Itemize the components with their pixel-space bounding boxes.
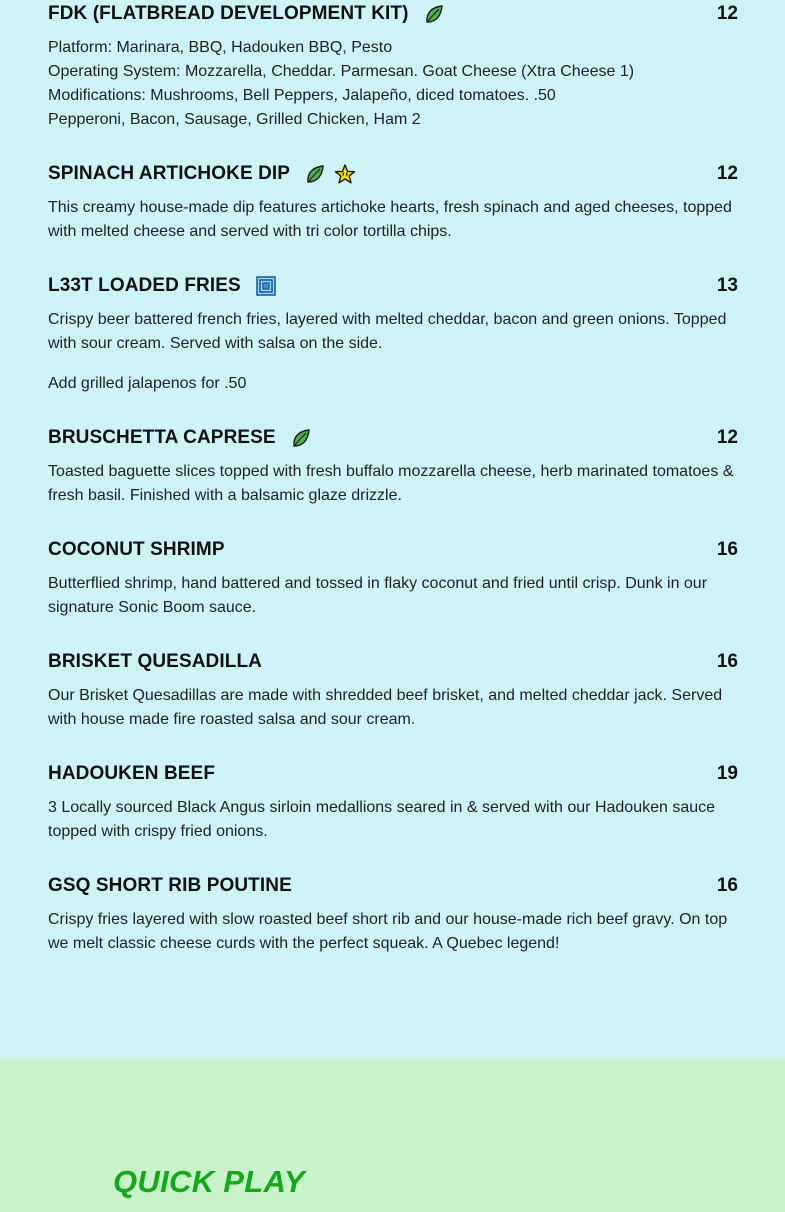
menu-item-brisket-quesadilla <box>48 648 738 732</box>
vegetarian-leaf-icon <box>423 3 445 25</box>
menu-item-price: 12 <box>716 3 738 24</box>
menu-item-title: BRUSCHETTA CAPRESE <box>48 427 276 448</box>
menu-item-fdk <box>48 0 738 132</box>
menu-item-price: 16 <box>716 875 738 896</box>
menu-item-note: Add grilled jalapenos for .50 <box>48 375 247 392</box>
menu-item-price: 16 <box>716 539 738 560</box>
menu-item-description: This creamy house-made dip features artichoke hearts, fresh spinach and aged cheeses, topped with melted cheese and served with tri color tortilla chips. <box>48 199 732 240</box>
menu-item-header <box>48 160 738 188</box>
menu-item-title: COCONUT SHRIMP <box>48 539 225 560</box>
menu-item-price: 12 <box>716 427 738 448</box>
menu-item-title: GSQ SHORT RIB POUTINE <box>48 875 292 896</box>
menu-item-header <box>48 424 738 452</box>
vegetarian-leaf-icon <box>290 427 312 449</box>
menu-item-hadouken-beef <box>48 760 738 844</box>
quick-play-section <box>0 1059 785 1212</box>
menu-item-description: Butterflied shrimp, hand battered and tossed in flaky coconut and fried until crisp. Dunk in our signature Sonic Boom sauce. <box>48 575 708 616</box>
menu-item-header <box>48 872 738 900</box>
menu-item-header <box>48 648 738 676</box>
pixel-spiral-icon <box>255 275 277 297</box>
menu-item-price: 19 <box>716 763 738 784</box>
menu-item-description: Our Brisket Quesadillas are made with shredded beef brisket, and melted cheddar jack. Served with house made fire roasted salsa and sour cream. <box>48 687 723 728</box>
menu-item-description: Crispy fries layered with slow roasted beef short rib and our house-made rich beef gravy. On top we melt classic cheese curds with the perfect squeak. A Quebec legend! <box>48 911 728 952</box>
menu-item-header <box>48 0 738 28</box>
menu-item-spinach-artichoke-dip <box>48 160 738 244</box>
menu-item-title-wrap <box>48 275 277 297</box>
menu-item-title: L33T LOADED FRIES <box>48 275 241 296</box>
description-line: Pepperoni, Bacon, Sausage, Grilled Chicken, Ham 2 <box>48 111 421 128</box>
quick-play-heading: QUICK PLAY <box>113 1164 305 1199</box>
description-line: Platform: Marinara, BBQ, Hadouken BBQ, Pesto <box>48 39 393 56</box>
menu-item-title-wrap <box>48 163 356 185</box>
menu-item-title-wrap <box>48 427 312 449</box>
menu-item-description: Toasted baguette slices topped with fresh buffalo mozzarella cheese, herb marinated tomatoes & fresh basil. Finished with a balsamic glaze drizzle. <box>48 463 734 504</box>
menu-item-l33t-loaded-fries <box>48 272 738 396</box>
menu-item-title: SPINACH ARTICHOKE DIP <box>48 163 291 184</box>
description-line: Modifications: Mushrooms, Bell Peppers, Jalapeño, diced tomatoes. .50 <box>48 87 556 104</box>
menu-item-header <box>48 272 738 300</box>
menu-item-bruschetta-caprese <box>48 424 738 508</box>
menu-item-title: BRISKET QUESADILLA <box>48 651 262 672</box>
menu-item-title: HADOUKEN BEEF <box>48 763 216 784</box>
menu-item-title: FDK (FLATBREAD DEVELOPMENT KIT) <box>48 3 409 24</box>
vegetarian-leaf-icon <box>304 163 326 185</box>
menu-item-header <box>48 760 738 788</box>
menu-item-price: 12 <box>716 163 738 184</box>
description-line: Operating System: Mozzarella, Cheddar. Parmesan. Goat Cheese (Xtra Cheese 1) <box>48 63 635 80</box>
menu-item-title-wrap <box>48 3 445 25</box>
menu-item-description: Crispy beer battered french fries, layered with melted cheddar, bacon and green onions. Topped with sour cream. Served with salsa on the side. <box>48 311 727 352</box>
menu-item-price: 16 <box>716 651 738 672</box>
menu-item-gsq-short-rib-poutine <box>48 872 738 956</box>
favorite-star-icon <box>334 163 356 185</box>
menu-item-header <box>48 536 738 564</box>
menu-item-coconut-shrimp <box>48 536 738 620</box>
menu-item-price: 13 <box>716 275 738 296</box>
menu-item-description <box>48 36 738 132</box>
menu-item-description: 3 Locally sourced Black Angus sirloin medallions seared in & served with our Hadouken sauce topped with crispy fried onions. <box>48 799 716 840</box>
